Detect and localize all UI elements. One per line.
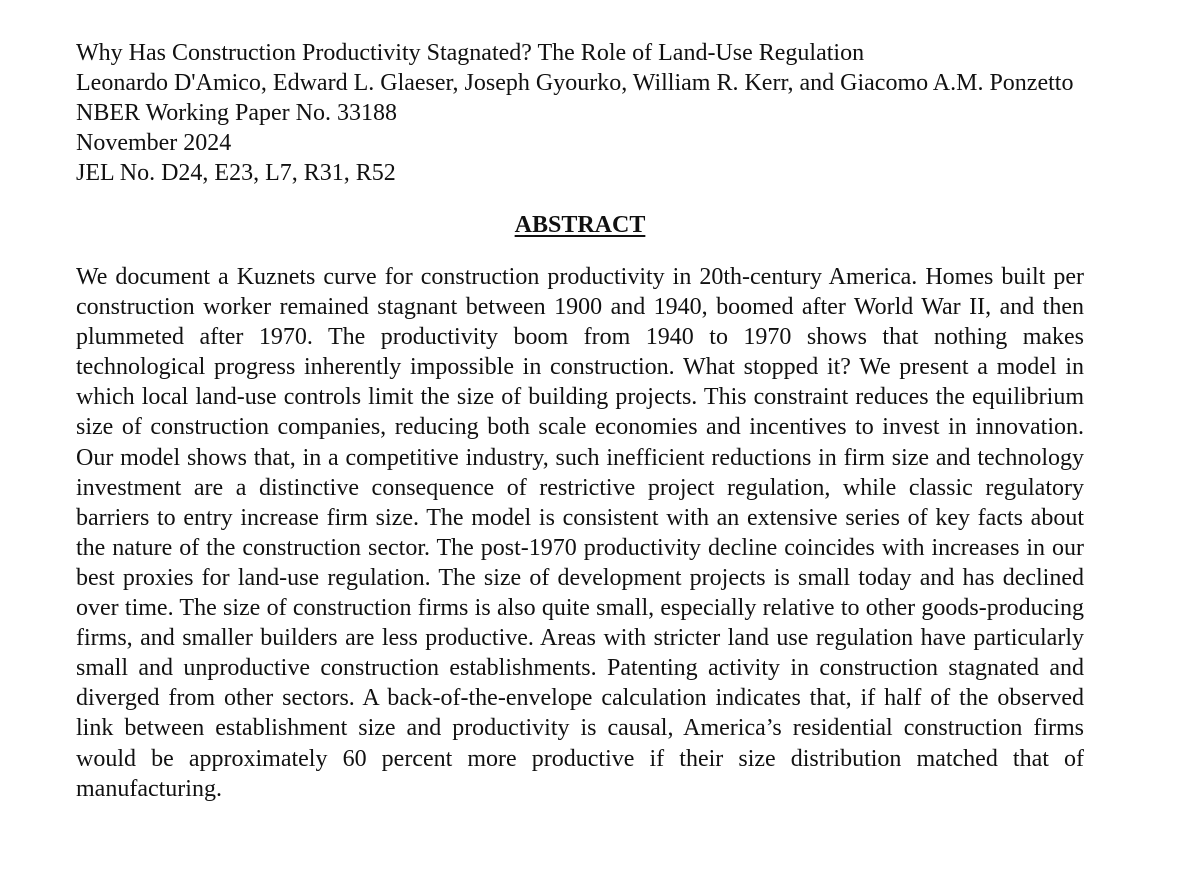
publication-date: November 2024 xyxy=(76,130,232,156)
abstract-body: We document a Kuznets curve for construction productivity in 20th-century America. Homes built per construction worker remained stagnant between 1900 and 1940, boomed after World War II, and then plummeted after 1970. The productivity boom from 1940 to 1970 shows that nothing makes technological progress inherently impossible in construction. What stopped it? We present a model in which local land-use controls limit the size of building projects. This constraint reduces the equilibrium size of construction companies, reducing both scale economies and incentives to invest in innovation. Our model shows that, in a competitive industry, such inefficient reductions in firm size and technology investment are a distinctive consequence of restrictive project regulation, while classic regulatory barriers to entry increase firm size. The model is consistent with an extensive series of key facts about the nature of the construction sector. The post-1970 productivity decline coincides with increases in our best proxies for land-use regulation. The size of development projects is small today and has declined over time. The size of construction firms is also quite small, especially relative to other goods-producing firms, and smaller builders are less productive. Areas with stricter land use regulation have particularly small and unproductive construction establishments. Patenting activity in construction stagnated and diverged from other sectors. A back-of-the-envelope calculation indicates that, if half of the observed link between establishment size and productivity is causal, America’s residential construction firms would be approximately 60 percent more productive if their size distribution matched that of manufacturing. xyxy=(76,264,1084,802)
working-paper-number: NBER Working Paper No. 33188 xyxy=(76,100,397,126)
paper-title: Why Has Construction Productivity Stagnated? The Role of Land-Use Regulation xyxy=(76,40,865,66)
jel-codes: JEL No. D24, E23, L7, R31, R52 xyxy=(76,160,396,186)
paper-page xyxy=(76,38,1084,804)
abstract-heading: ABSTRACT xyxy=(514,212,646,238)
paper-authors: Leonardo D'Amico, Edward L. Glaeser, Joseph Gyourko, William R. Kerr, and Giacomo A.M. Ponzetto xyxy=(76,70,1074,96)
